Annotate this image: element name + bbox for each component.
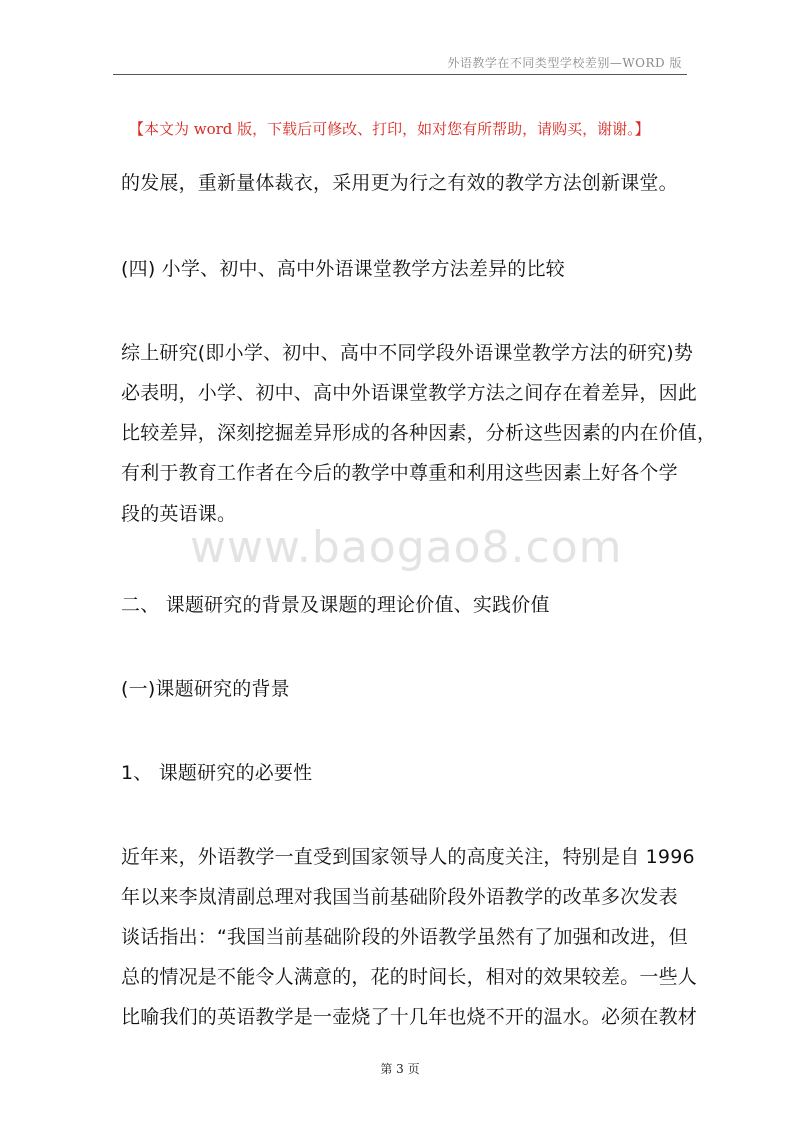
running-header: 外语教学在不同类型学校差别—WORD 版 (447, 56, 682, 70)
paragraph-line: 比较差异，深刻挖掘差异形成的各种因素，分析这些因素的内在价值， (121, 422, 717, 444)
paragraph-line: 总的情况是不能令人满意的，花的时间长，相对的效果较差。一些人 (121, 966, 698, 988)
page-number: 第 3 页 (380, 1062, 420, 1076)
paragraph-line: 段的英语课。 (121, 503, 237, 525)
watermark: www.baogao8.com (190, 522, 623, 573)
header-rule (113, 74, 687, 75)
paragraph-line: 年以来李岚清副总理对我国当前基础阶段外语教学的改革多次发表 (121, 886, 678, 908)
paragraph-line: 谈话指出：“我国当前基础阶段的外语教学虽然有了加强和改进，但 (121, 926, 688, 948)
body-line: 的发展，重新量体裁衣，采用更为行之有效的教学方法创新课堂。 (121, 172, 678, 194)
subsection-heading: (一)课题研究的背景 (121, 678, 290, 700)
section-heading-2: 二、 课题研究的背景及课题的理论价值、实践价值 (121, 594, 550, 616)
item-heading: 1、 课题研究的必要性 (121, 762, 313, 784)
paragraph-line: 综上研究(即小学、初中、高中不同学段外语课堂教学方法的研究)势 (121, 342, 694, 364)
paragraph-line: 比喻我们的英语教学是一壶烧了十几年也烧不开的温水。必须在教材 (121, 1006, 698, 1028)
section-heading-4: (四) 小学、初中、高中外语课堂教学方法差异的比较 (121, 258, 565, 280)
paragraph-line: 近年来，外语教学一直受到国家领导人的高度关注，特别是自 1996 (121, 846, 695, 868)
purchase-notice: 【本文为 word 版，下载后可修改、打印，如对您有所帮助，请购买，谢谢。】 (129, 120, 650, 138)
paragraph-line: 必表明，小学、初中、高中外语课堂教学方法之间存在着差异，因此 (121, 382, 698, 404)
paragraph-line: 有利于教育工作者在今后的教学中尊重和利用这些因素上好各个学 (121, 462, 678, 484)
